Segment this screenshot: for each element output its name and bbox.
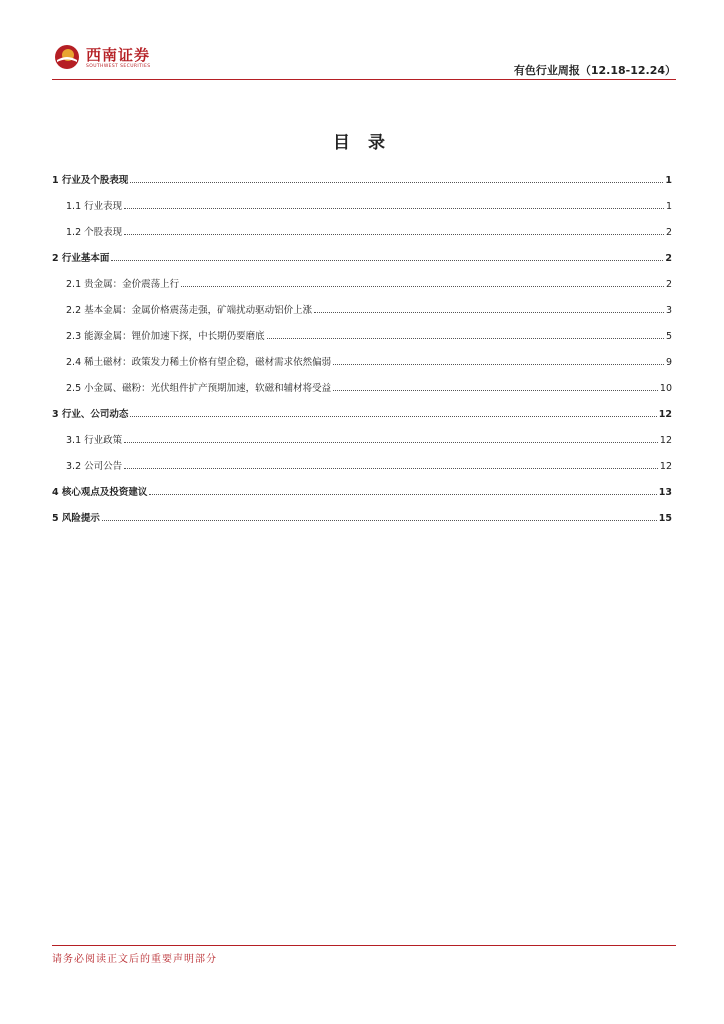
- toc-entry-page: 5: [665, 331, 672, 342]
- toc-leader-dots: [124, 233, 664, 235]
- toc-entry-page: 3: [665, 305, 672, 316]
- toc-entry[interactable]: [52, 430, 672, 446]
- toc-entry-text: 3.2 公司公告: [66, 461, 123, 472]
- toc-entry-text: 4 核心观点及投资建议: [52, 487, 148, 498]
- toc-entry-page: 12: [659, 461, 672, 472]
- toc-entry-page: 1: [665, 175, 672, 186]
- toc-entry-text: 2.4 稀土磁材：政策发力稀土价格有望企稳，磁材需求依然偏弱: [66, 357, 332, 368]
- toc-leader-dots: [333, 389, 658, 391]
- toc-leader-dots: [124, 467, 658, 469]
- toc-entry[interactable]: [52, 456, 672, 472]
- toc-entry[interactable]: [52, 196, 672, 212]
- toc-heading: 目 录: [333, 133, 391, 153]
- toc-entry-text: 1 行业及个股表现: [52, 175, 129, 186]
- toc-entry[interactable]: [52, 222, 672, 238]
- toc-leader-dots: [130, 181, 663, 183]
- toc-entry[interactable]: [52, 300, 672, 316]
- toc-leader-dots: [124, 441, 658, 443]
- toc-leader-dots: [314, 311, 664, 313]
- toc-leader-dots: [102, 519, 657, 521]
- sun-logo-icon: [54, 44, 80, 70]
- toc-entry[interactable]: [52, 508, 672, 524]
- toc-entry[interactable]: [52, 378, 672, 394]
- toc-entry[interactable]: [52, 352, 672, 368]
- toc-entry[interactable]: [52, 274, 672, 290]
- header-divider: [52, 79, 676, 80]
- toc-entry-text: 2.3 能源金属：锂价加速下探，中长期仍要磨底: [66, 331, 265, 342]
- brand-name-cn: 西南证券: [86, 46, 151, 64]
- toc-leader-dots: [111, 259, 663, 261]
- toc-entry-page: 2: [665, 253, 672, 264]
- toc-entry-page: 2: [665, 279, 672, 290]
- footer-divider: [52, 945, 676, 946]
- toc-entry[interactable]: [52, 482, 672, 498]
- brand-logo: [52, 42, 212, 76]
- report-title: 有色行业周报（12.18-12.24）: [513, 64, 676, 77]
- toc-entry[interactable]: [52, 170, 672, 186]
- toc-leader-dots: [267, 337, 664, 339]
- toc-entry-page: 15: [658, 513, 672, 524]
- toc-leader-dots: [124, 207, 664, 209]
- toc-entry-page: 13: [658, 487, 672, 498]
- toc-entry-text: 3 行业、公司动态: [52, 409, 129, 420]
- toc-entry-text: 3.1 行业政策: [66, 435, 123, 446]
- toc-entry-text: 2.5 小金属、磁粉：光伏组件扩产预期加速，软磁和辅材将受益: [66, 383, 332, 394]
- page-header: [52, 40, 676, 82]
- toc-entry-text: 5 风险提示: [52, 513, 100, 524]
- toc-leader-dots: [333, 363, 664, 365]
- toc-leader-dots: [181, 285, 664, 287]
- toc-entry-text: 2 行业基本面: [52, 253, 110, 264]
- toc-entry-page: 10: [659, 383, 672, 394]
- toc-entry-page: 9: [665, 357, 672, 368]
- toc-entry[interactable]: [52, 326, 672, 342]
- brand-name-en: SOUTHWEST SECURITIES: [86, 64, 151, 69]
- toc-entry-page: 1: [665, 201, 672, 212]
- toc-entry-page: 12: [658, 409, 672, 420]
- toc-entry-text: 2.1 贵金属：金价震荡上行: [66, 279, 180, 290]
- toc-leader-dots: [130, 415, 656, 417]
- toc-leader-dots: [149, 493, 656, 495]
- toc-entry-text: 1.2 个股表现: [66, 227, 123, 238]
- toc-entry-text: 1.1 行业表现: [66, 201, 123, 212]
- toc-entry-page: 2: [665, 227, 672, 238]
- disclaimer-note: 请务必阅读正文后的重要声明部分: [52, 954, 217, 965]
- toc-entry-page: 12: [659, 435, 672, 446]
- toc-entry[interactable]: [52, 248, 672, 264]
- toc-entry[interactable]: [52, 404, 672, 420]
- toc-entry-text: 2.2 基本金属：金属价格震荡走强，矿端扰动驱动铝价上涨: [66, 305, 313, 316]
